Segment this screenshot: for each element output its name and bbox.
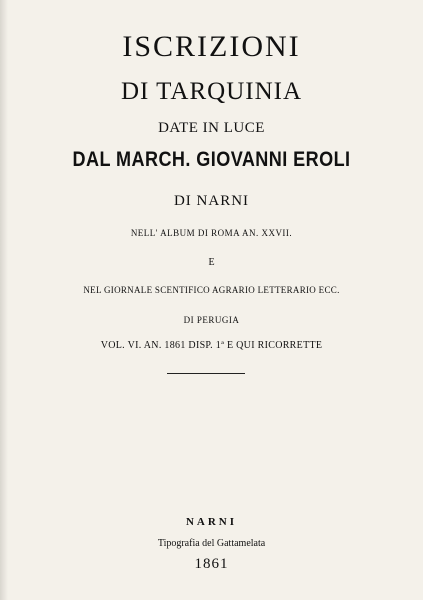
author-line: DAL MARCH. GIOVANNI EROLI <box>72 148 351 171</box>
imprint-year: 1861 <box>194 556 229 572</box>
source-journal: NEL GIORNALE SCENTIFICO AGRARIO LETTERARIO ECC. <box>83 285 340 295</box>
author-origin: DI NARNI <box>173 193 250 209</box>
publication-note: DATE IN LUCE <box>158 120 265 136</box>
conjunction: E <box>208 257 215 268</box>
imprint-printer: Tipografia del Gattamelata <box>157 538 266 549</box>
imprint-city: NARNI <box>185 516 238 528</box>
book-subtitle: DI TARQUINIA <box>120 78 303 105</box>
divider-rule <box>167 373 245 374</box>
source-album: NELL' ALBUM DI ROMA AN. XXVII. <box>130 228 293 238</box>
volume-info: VOL. VI. AN. 1861 DISP. 1ª E QUI RICORRETTE <box>100 340 323 351</box>
source-journal-place: DI PERUGIA <box>183 315 240 325</box>
book-title: ISCRIZIONI <box>122 30 301 63</box>
